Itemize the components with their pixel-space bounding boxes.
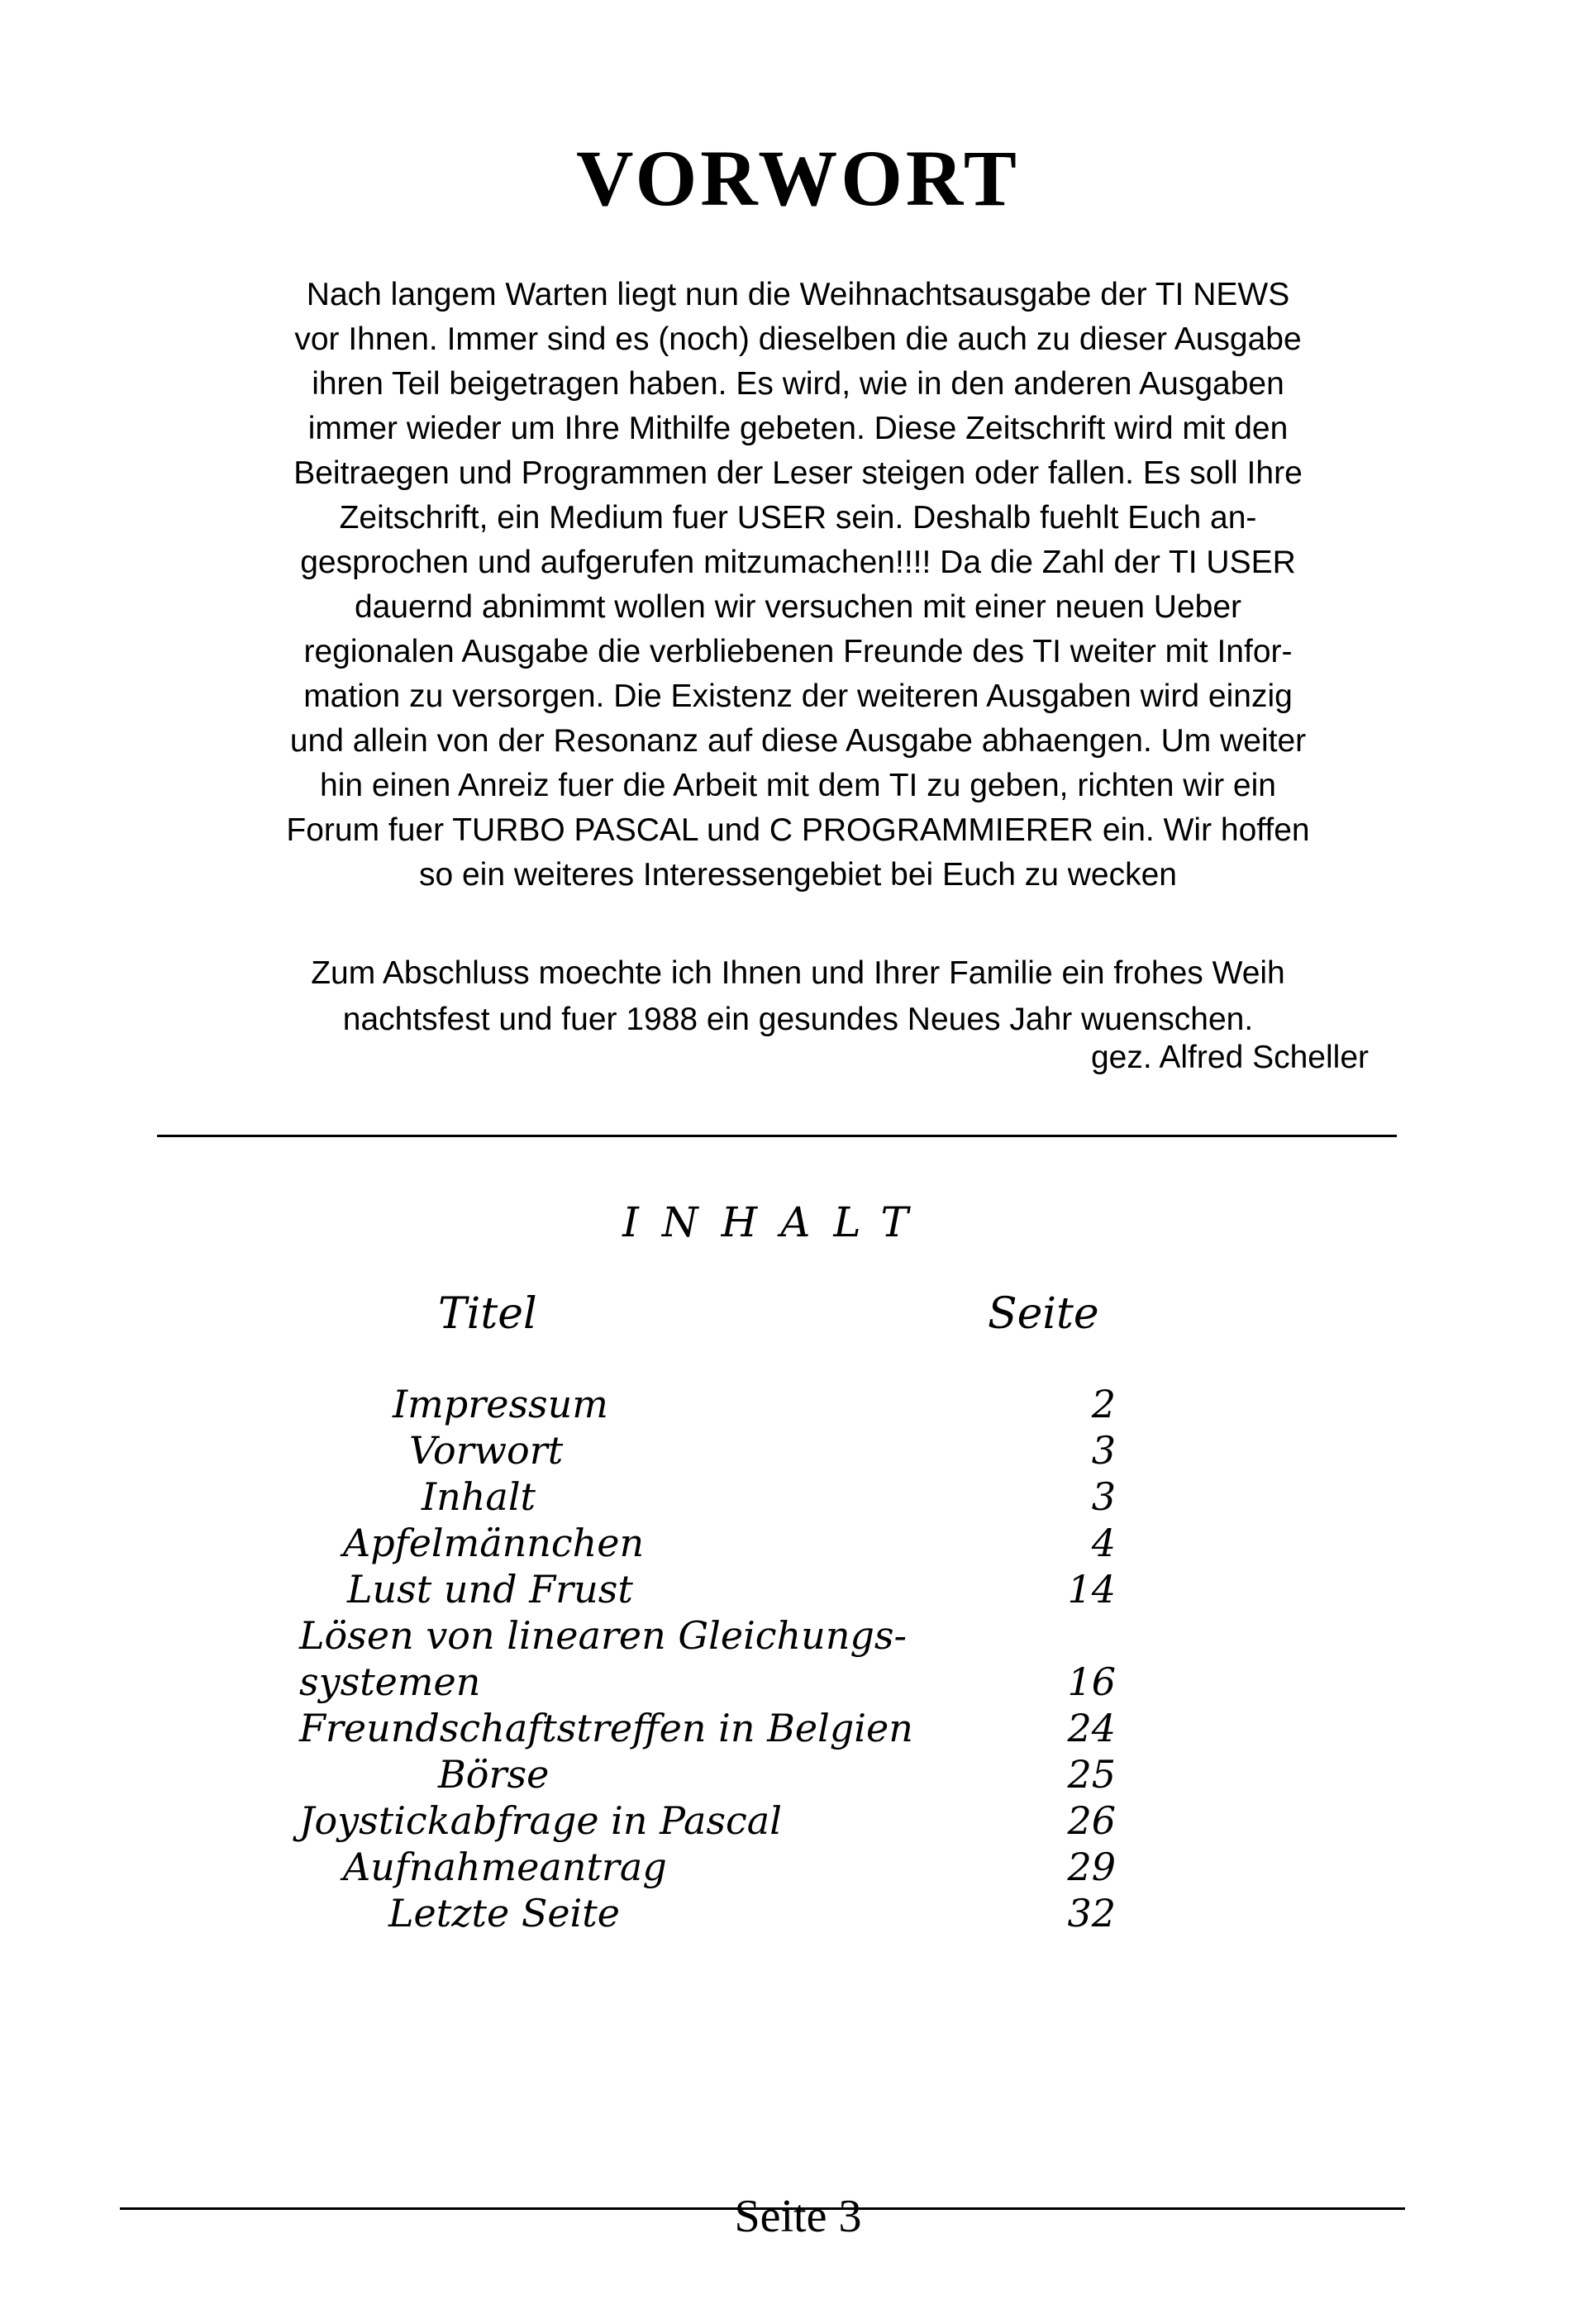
toc-heading: INHALT [622, 1198, 931, 1246]
foreword-line: Beitraegen und Programmen der Leser steigen oder fallen. Es soll Ihre [293, 455, 1303, 491]
foreword-line: Forum fuer TURBO PASCAL und C PROGRAMMIERER ein. Wir hoffen [286, 812, 1310, 848]
toc-entry-title: Joystickabfrage in Pascal [299, 1798, 782, 1843]
foreword-line: ihren Teil beigetragen haben. Es wird, wie in den anderen Ausgaben [312, 366, 1284, 402]
page-number: Seite 3 [734, 2191, 862, 2242]
toc-entry [248, 1428, 1116, 1474]
foreword-line: so ein weiteres Interessengebiet bei Euch zu wecken [418, 857, 1178, 893]
toc-entry-page: 32 [1067, 1891, 1116, 1935]
toc-entry-page: 2 [1091, 1382, 1116, 1426]
toc-entry-title: Letzte Seite [388, 1891, 620, 1935]
toc-entry-page: 16 [1067, 1659, 1116, 1704]
toc-entry-page: 25 [1067, 1752, 1116, 1797]
page-title: VORWORT [576, 134, 1020, 222]
toc-column-page: Seite [988, 1289, 1099, 1339]
toc-entry-title: Vorwort [409, 1428, 564, 1473]
toc-entry-title: Freundschaftstreffen in Belgien [299, 1706, 913, 1750]
toc-entry [248, 1798, 1116, 1845]
toc-entry-title: Lust und Frust [347, 1567, 633, 1612]
toc-entry-title: Apfelmännchen [343, 1521, 645, 1565]
toc-entry [248, 1521, 1116, 1567]
foreword-line: Zeitschrift, ein Medium fuer USER sein. Deshalb fuehlt Euch an- [339, 500, 1257, 536]
toc-entry [248, 1845, 1116, 1891]
toc-entry [248, 1567, 1116, 1613]
toc-entry-page: 24 [1067, 1706, 1116, 1750]
closing-line: nachtsfest und fuer 1988 ein gesundes Neues Jahr wuenschen. [342, 1002, 1254, 1037]
foreword-line: hin einen Anreiz fuer die Arbeit mit dem TI zu geben, richten wir ein [320, 768, 1276, 803]
toc-entry [248, 1474, 1116, 1521]
toc-entry [248, 1613, 1116, 1659]
toc-entry-title: Aufnahmeantrag [343, 1845, 667, 1889]
closing-paragraph [99, 950, 1497, 1043]
toc-entry-title: systemen [299, 1659, 481, 1704]
foreword-line: Nach langem Warten liegt nun die Weihnachtsausgabe der TI NEWS [306, 277, 1290, 312]
closing-line: Zum Abschluss moechte ich Ihnen und Ihrer Familie ein frohes Weih [311, 955, 1285, 991]
toc-entry [248, 1659, 1116, 1706]
toc-entry-page: 3 [1091, 1428, 1116, 1473]
toc-entry-title: Inhalt [422, 1474, 536, 1519]
toc-entry-title: Börse [438, 1752, 550, 1797]
toc-entry-title: Lösen von linearen Gleichungs- [299, 1613, 908, 1658]
toc-entry-title: Impressum [393, 1382, 608, 1426]
foreword-line: vor Ihnen. Immer sind es (noch) dieselben die auch zu dieser Ausgabe [294, 321, 1302, 357]
toc-entry [248, 1382, 1116, 1428]
divider-top [157, 1135, 1397, 1137]
toc-entry-page: 26 [1067, 1798, 1116, 1843]
toc-entry-page: 29 [1067, 1845, 1116, 1889]
foreword-line: gesprochen und aufgerufen mitzumachen!!!! Da die Zahl der TI USER [300, 545, 1296, 580]
toc-entry [248, 1706, 1116, 1752]
toc-entry-page: 4 [1091, 1521, 1116, 1565]
foreword-line: dauernd abnimmt wollen wir versuchen mit einer neuen Ueber [354, 589, 1242, 625]
foreword-line: regionalen Ausgabe die verbliebenen Freunde des TI weiter mit Infor- [303, 634, 1293, 669]
toc-entry [248, 1752, 1116, 1798]
signature: gez. Alfred Scheller [1090, 1040, 1369, 1075]
foreword-line: immer wieder um Ihre Mithilfe gebeten. Diese Zeitschrift wird mit den [307, 411, 1289, 446]
toc-column-title: Titel [438, 1289, 537, 1339]
toc-entry-page: 14 [1067, 1567, 1116, 1612]
foreword-line: mation zu versorgen. Die Existenz der weiteren Ausgaben wird einzig [303, 678, 1293, 714]
foreword-line: und allein von der Resonanz auf diese Ausgabe abhaengen. Um weiter [289, 723, 1307, 759]
foreword-body [99, 273, 1497, 898]
toc-entry [248, 1891, 1116, 1937]
toc-entry-page: 3 [1091, 1474, 1116, 1519]
